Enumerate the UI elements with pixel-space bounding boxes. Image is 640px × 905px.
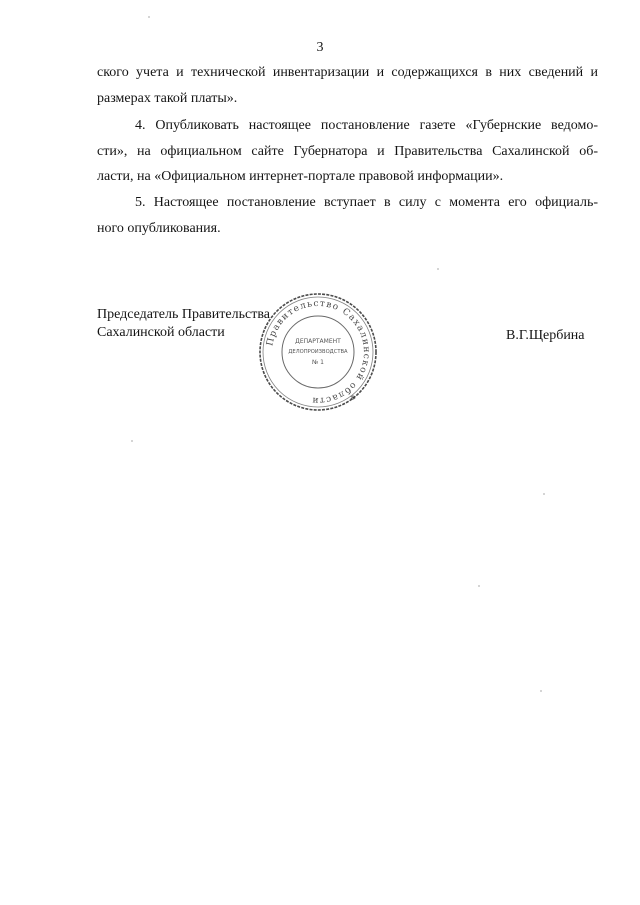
paragraph-item-4 [97, 113, 598, 190]
page-number: 3 [316, 40, 324, 55]
seal-outer-text: Правительство Сахалинской области [265, 298, 372, 406]
seal-inner-line-2: ДЕЛОПРОИЗВОДСТВА [288, 349, 348, 355]
scan-speck [437, 268, 439, 270]
paragraph-line: размерах такой платы». [97, 90, 238, 106]
paragraph-item-5 [97, 190, 598, 241]
scan-speck [478, 585, 480, 587]
signatory-position-line-1: Председатель Правительства [97, 307, 270, 322]
official-seal-graphic [256, 290, 380, 414]
seal-star-icon: ✱ [350, 394, 356, 402]
scan-speck [131, 440, 133, 442]
seal-inner-line-1: ДЕПАРТАМЕНТ [295, 338, 341, 345]
scan-speck [543, 493, 545, 495]
paragraph-line: 4. Опубликовать настоящее постановление газете «Губернские ведомо- [135, 118, 598, 133]
paragraph-line: ного опубликования. [97, 220, 221, 236]
official-seal [256, 290, 380, 414]
scan-speck [148, 16, 150, 18]
paragraph-line: 5. Настоящее постановление вступает в силу с момента его официаль- [135, 195, 598, 210]
paragraph-line: ласти, на «Официальном интернет-портале правовой информации». [97, 169, 504, 184]
signatory-name: В.Г.Щербина [506, 328, 585, 343]
paragraph-line: сти», на официальном сайте Губернатора и Правительства Сахалинской об- [97, 143, 598, 159]
seal-inner-line-3: № 1 [312, 359, 324, 366]
paragraph-line: ского учета и технической инвентаризации и содержащихся в них сведений и [97, 65, 598, 80]
scan-speck [540, 690, 542, 692]
signatory-position [97, 306, 270, 342]
paragraph-continuation [97, 60, 598, 111]
signatory-position-line-2: Сахалинской области [97, 325, 225, 340]
